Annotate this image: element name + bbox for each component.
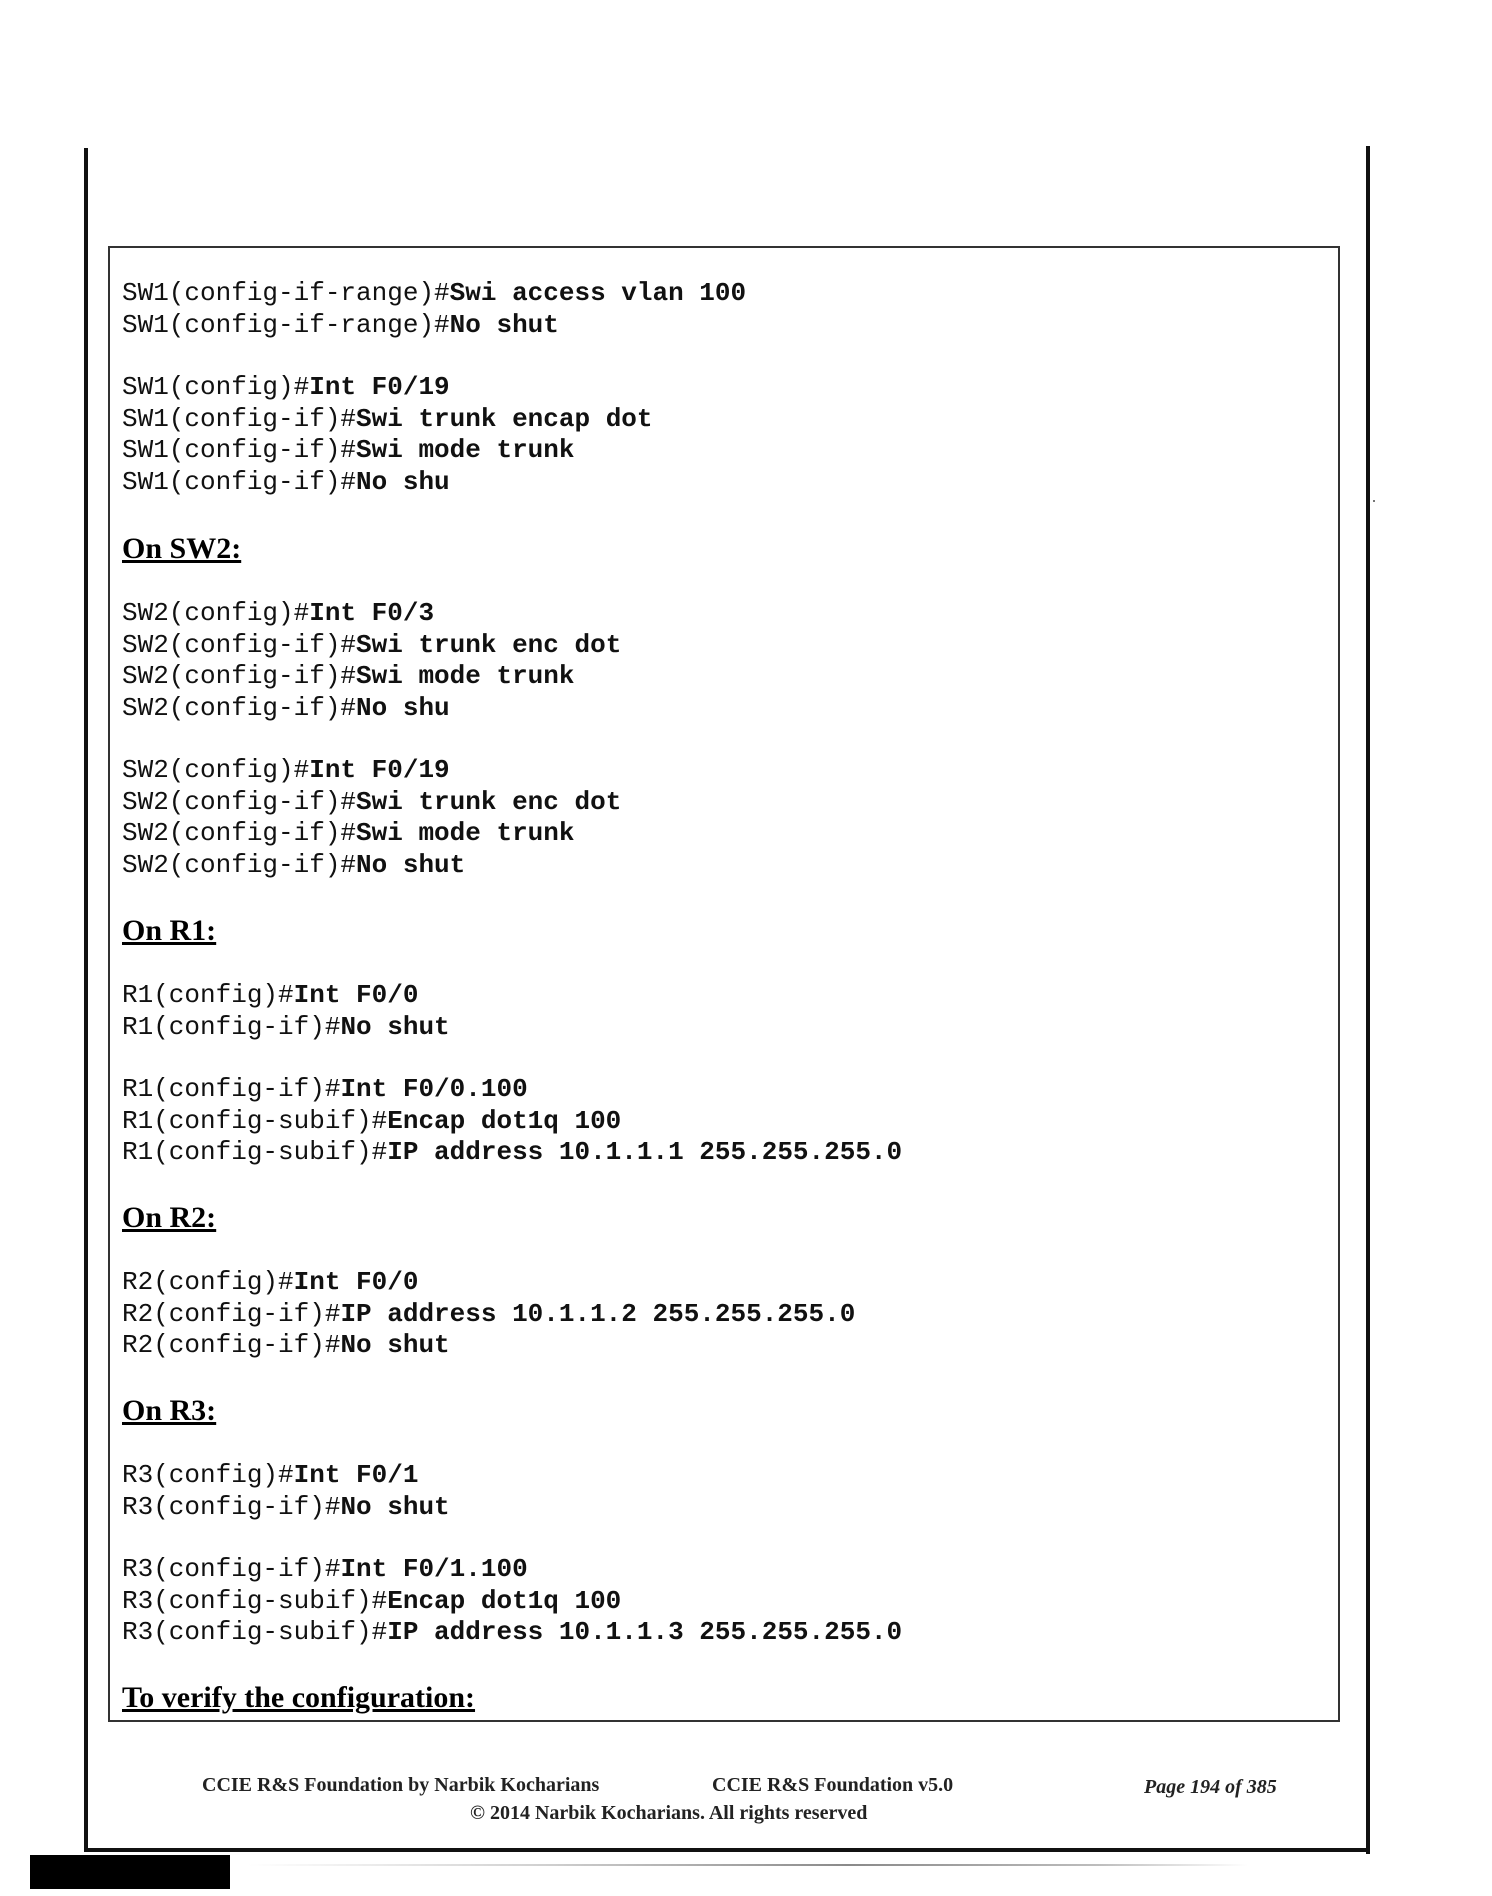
cli-line xyxy=(122,980,450,1012)
cli-command: Int F0/0 xyxy=(293,1267,419,1297)
cli-prompt: SW2(config)# xyxy=(122,755,310,785)
cli-prompt: SW1(config)# xyxy=(122,372,310,402)
cli-prompt: R3(config-subif)# xyxy=(122,1585,388,1616)
cli-prompt: SW2(config-if)# xyxy=(122,661,357,691)
cli-block-r1-subif xyxy=(122,1074,902,1169)
cli-line xyxy=(122,755,621,787)
cli-line xyxy=(122,1137,902,1169)
section-heading-r3: On R3: xyxy=(122,1394,217,1427)
cli-prompt: SW2(config-if)# xyxy=(122,692,357,723)
cli-block-sw1-trunk xyxy=(122,372,653,498)
cli-line xyxy=(122,310,746,342)
cli-prompt: SW2(config-if)# xyxy=(122,818,357,848)
section-heading-verify: To verify the configuration: xyxy=(122,1681,476,1714)
cli-block-r2 xyxy=(122,1267,855,1362)
section-heading-r1: On R1: xyxy=(122,914,217,947)
cli-line xyxy=(122,1074,902,1106)
footer-book-by: CCIE R&S Foundation by Narbik Kocharians xyxy=(202,1774,600,1796)
cli-command: Swi mode trunk xyxy=(356,818,575,848)
cli-prompt: R2(config)# xyxy=(122,1267,294,1297)
cli-prompt: SW2(config-if)# xyxy=(122,629,357,660)
cli-prompt: SW2(config-if)# xyxy=(122,786,357,817)
cli-command: Int F0/0 xyxy=(293,980,419,1010)
cli-command: No shu xyxy=(356,692,450,723)
cli-line xyxy=(122,1267,855,1299)
cli-command: No shut xyxy=(340,1491,450,1522)
cli-prompt: SW1(config-if)# xyxy=(122,403,357,434)
cli-line xyxy=(122,1299,855,1331)
config-content-box xyxy=(108,246,1340,1722)
cli-prompt: R3(config)# xyxy=(122,1460,294,1490)
cli-command: Swi access vlan 100 xyxy=(449,278,747,308)
cli-prompt: R1(config-subif)# xyxy=(122,1105,388,1136)
cli-prompt: SW2(config)# xyxy=(122,598,310,628)
cli-line xyxy=(122,1554,902,1586)
cli-command: Int F0/1.100 xyxy=(340,1554,528,1584)
cli-prompt: R2(config-if)# xyxy=(122,1330,341,1360)
cli-line xyxy=(122,278,746,310)
cli-block-r3-subif xyxy=(122,1554,902,1649)
footer-page-number: Page 194 of 385 xyxy=(1144,1776,1277,1798)
scan-streak xyxy=(248,1864,1248,1866)
cli-prompt: SW1(config-if)# xyxy=(122,435,357,465)
cli-command: Int F0/0.100 xyxy=(340,1074,528,1104)
page-border-left xyxy=(84,148,88,1852)
redaction-bar xyxy=(30,1855,230,1889)
scan-speck xyxy=(1373,500,1375,502)
cli-line xyxy=(122,598,621,630)
cli-line xyxy=(122,1330,855,1362)
cli-prompt: R1(config)# xyxy=(122,980,294,1010)
section-heading-r2: On R2: xyxy=(122,1201,217,1234)
cli-command: Swi mode trunk xyxy=(356,435,575,465)
cli-prompt: SW2(config-if)# xyxy=(122,849,357,880)
cli-command: IP address 10.1.1.1 255.255.255.0 xyxy=(387,1137,903,1167)
cli-line xyxy=(122,850,621,882)
footer-copyright: © 2014 Narbik Kocharians. All rights reserved xyxy=(470,1802,868,1824)
cli-command: No shut xyxy=(340,1330,450,1360)
cli-line xyxy=(122,818,621,850)
cli-block-sw2-f0-19 xyxy=(122,755,621,881)
cli-line xyxy=(122,1492,450,1524)
page-border-right xyxy=(1366,146,1370,1854)
cli-prompt: R3(config-if)# xyxy=(122,1554,341,1584)
cli-command: Int F0/1 xyxy=(293,1460,419,1490)
cli-block-r3-f0-1 xyxy=(122,1460,450,1523)
cli-line xyxy=(122,1586,902,1618)
cli-command: IP address 10.1.1.3 255.255.255.0 xyxy=(387,1617,903,1647)
cli-prompt: R2(config-if)# xyxy=(122,1298,341,1329)
cli-command: Encap dot1q 100 xyxy=(387,1585,622,1616)
cli-prompt: R3(config-subif)# xyxy=(122,1617,388,1647)
cli-line xyxy=(122,1617,902,1649)
cli-command: No shut xyxy=(340,1011,450,1042)
cli-line xyxy=(122,1106,902,1138)
cli-block-sw1-access xyxy=(122,278,746,341)
cli-line xyxy=(122,693,621,725)
cli-prompt: SW1(config-if)# xyxy=(122,466,357,497)
cli-command: Int F0/3 xyxy=(309,598,435,628)
page-border-bottom xyxy=(84,1848,1370,1852)
cli-line xyxy=(122,435,653,467)
cli-line xyxy=(122,1460,450,1492)
cli-block-sw2-f0-3 xyxy=(122,598,621,724)
cli-line xyxy=(122,404,653,436)
cli-command: Swi mode trunk xyxy=(356,661,575,691)
cli-prompt: SW1(config-if-range)# xyxy=(122,309,450,340)
cli-line xyxy=(122,787,621,819)
cli-prompt: R1(config-if)# xyxy=(122,1011,341,1042)
cli-command: Int F0/19 xyxy=(309,755,450,785)
cli-line xyxy=(122,1012,450,1044)
section-heading-sw2: On SW2: xyxy=(122,532,242,565)
cli-command: Int F0/19 xyxy=(309,372,450,402)
cli-line xyxy=(122,630,621,662)
cli-prompt: R1(config-subif)# xyxy=(122,1137,388,1167)
cli-command: Encap dot1q 100 xyxy=(387,1105,622,1136)
cli-command: Swi trunk encap dot xyxy=(356,403,653,434)
cli-prompt: SW1(config-if-range)# xyxy=(122,278,450,308)
footer-book-version: CCIE R&S Foundation v5.0 xyxy=(712,1774,954,1796)
cli-line xyxy=(122,661,621,693)
cli-line xyxy=(122,467,653,499)
cli-prompt: R1(config-if)# xyxy=(122,1074,341,1104)
cli-command: IP address 10.1.1.2 255.255.255.0 xyxy=(340,1298,856,1329)
cli-block-r1-f0-0 xyxy=(122,980,450,1043)
cli-command: No shu xyxy=(356,466,450,497)
cli-command: No shut xyxy=(356,849,466,880)
cli-line xyxy=(122,372,653,404)
cli-command: No shut xyxy=(449,309,559,340)
cli-prompt: R3(config-if)# xyxy=(122,1491,341,1522)
cli-command: Swi trunk enc dot xyxy=(356,786,622,817)
cli-command: Swi trunk enc dot xyxy=(356,629,622,660)
